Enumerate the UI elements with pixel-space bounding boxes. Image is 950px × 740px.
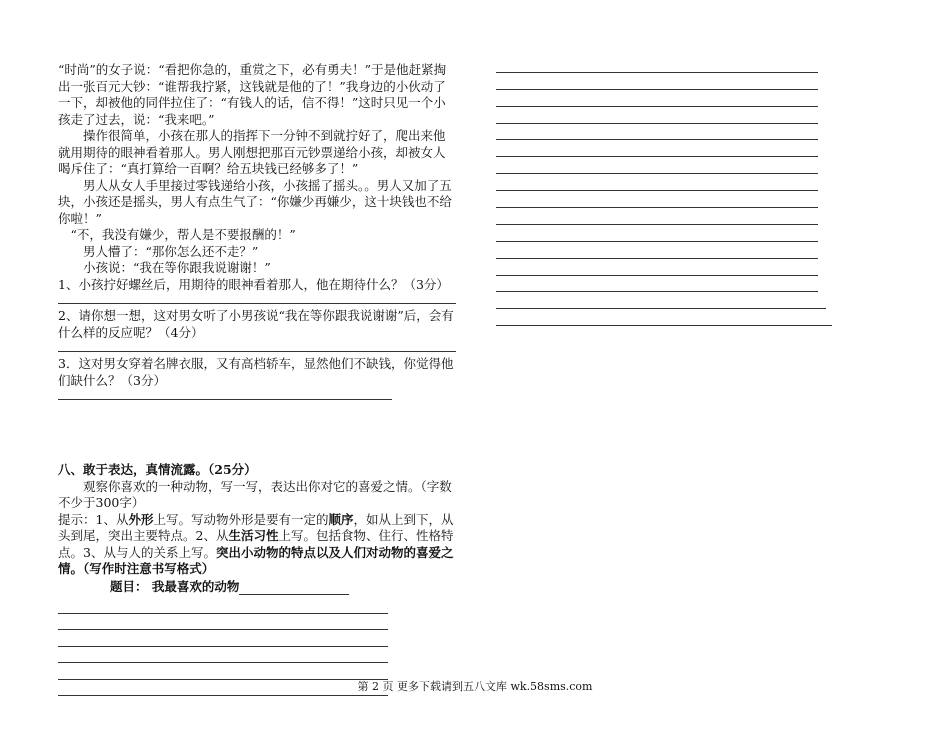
writing-line[interactable] — [496, 191, 818, 208]
writing-line[interactable] — [496, 276, 818, 293]
right-column-writing-lines — [496, 56, 836, 326]
passage-paragraph-3: 男人从女人手里接过零钱递给小孩，小孩摇了摇头。。男人又加了五块，小孩还是摇头，男人有点生气了：“你嫌少再嫌少，这十块钱也不给你啦！” — [58, 177, 452, 226]
writing-line[interactable] — [496, 225, 818, 242]
writing-line[interactable] — [496, 208, 818, 225]
passage-paragraph-5: 男人懵了：“那你怎么还不走？” — [83, 243, 259, 259]
writing-line[interactable] — [496, 242, 818, 259]
writing-line[interactable] — [496, 90, 818, 107]
writing-line[interactable] — [496, 107, 818, 124]
tip-bold: 突出小动物的特点以及人们对动物的喜爱之情。（写作时注意书写格式） — [58, 544, 454, 576]
question-2: 2、请你想一想，这对男女听了小男孩说“我在等你跟我说谢谢”后，会有什么样的反应呢？（4分） — [58, 308, 454, 340]
writing-line[interactable] — [58, 597, 388, 614]
left-column — [58, 62, 456, 696]
composition-title-label: 题目： 我最喜欢的动物 — [110, 578, 240, 594]
passage-paragraph-6: 小孩说：“我在等你跟我说谢谢！” — [83, 260, 271, 275]
writing-line[interactable] — [496, 157, 818, 174]
writing-line[interactable] — [496, 259, 818, 276]
passage-paragraph-1: “时尚”的女子说：“看把你急的，重赏之下，必有勇夫！”于是他赶紧掏出一张百元大钞：“谁帮我拧紧，这钱就是他的了！”我身边的小伙动了一下，却被他的同伴拉住了：“有钱人的话，信不得！”这时只见一个小孩走了过去，说：“我来吧。” — [58, 62, 447, 127]
writing-line[interactable] — [496, 140, 818, 157]
title-blank[interactable] — [239, 582, 349, 595]
tip-text: 上写。写动物外形是要有一定的 — [153, 511, 329, 527]
section-8-heading: 八、敢于表达，真情流露。（25分） — [58, 462, 257, 477]
tip-text: 上写。包括食物、住行、性格特点。3、从与人的关系上写。 — [58, 528, 454, 560]
writing-line[interactable] — [58, 614, 388, 631]
writing-line[interactable] — [58, 630, 388, 647]
writing-line[interactable] — [496, 56, 818, 73]
section-8-intro: 观察你喜欢的一种动物，写一写，表达出你对它的喜爱之情。（字数不少于300字） — [58, 478, 452, 510]
writing-line[interactable] — [496, 292, 826, 309]
question-3: 3．这对男女穿着名牌衣服，又有高档轿车，显然他们不缺钱，你觉得他们缺什么？（3分） — [58, 356, 454, 388]
writing-line[interactable] — [496, 124, 818, 141]
spacer — [58, 404, 456, 462]
passage-paragraph-2: 操作很简单，小孩在那人的指挥下一分钟不到就拧好了，爬出来他就用期待的眼神看着那人。男人刚想把那百元钞票递给小孩，却被女人喝斥住了：“真打算给一百啊？给五块钱已经够多了！” — [58, 128, 446, 176]
writing-line[interactable] — [496, 309, 832, 326]
question-1: 1、小孩拧好螺丝后，用期待的眼神看着那人，他在期待什么？（3分） — [58, 276, 449, 292]
writing-line[interactable] — [496, 174, 818, 191]
passage-paragraph-4: “不，我没有嫌少，帮人是不要报酬的！” — [70, 227, 296, 242]
tip-text: ，如从上到下，从头到尾，突出主要特点。2、从 — [58, 511, 454, 543]
writing-line[interactable] — [58, 647, 388, 664]
page-footer: 第 2 页 更多下载请到五八文库 wk.58sms.com — [357, 680, 593, 693]
tip-bold: 顺序 — [328, 511, 354, 527]
answer-line-2[interactable] — [58, 341, 456, 352]
answer-line-1[interactable] — [58, 293, 456, 304]
composition-title — [58, 579, 456, 596]
answer-line-3[interactable] — [58, 389, 392, 400]
writing-line[interactable] — [496, 73, 818, 90]
section-8-tips — [58, 512, 456, 578]
tip-text: 提示：1、从 — [58, 511, 129, 527]
tip-bold: 外形 — [128, 511, 154, 527]
tip-bold: 生活习性 — [228, 528, 279, 543]
